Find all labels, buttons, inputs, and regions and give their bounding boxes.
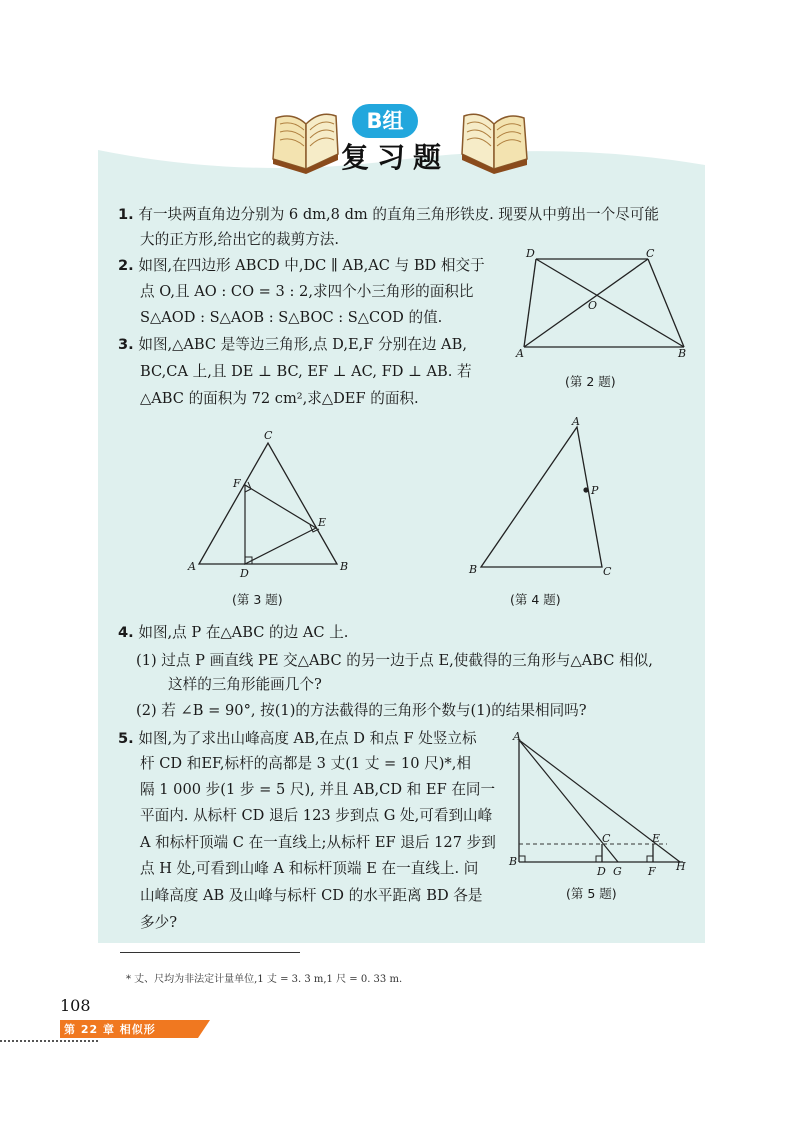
problem-number: 3. xyxy=(118,336,134,353)
page-number: 108 xyxy=(60,996,91,1015)
problem-text: 如图,点 P 在△ABC 的边 AC 上. xyxy=(138,624,349,641)
problem-text: 隔 1 000 步(1 步 = 5 尺), 并且 AB,CD 和 EF 在同一 xyxy=(140,781,496,798)
line-AD xyxy=(524,259,536,347)
group-badge: B组 xyxy=(352,104,418,138)
problem-number: 1. xyxy=(118,206,134,223)
figure-3 xyxy=(185,425,355,580)
label-A: A xyxy=(188,560,196,573)
label-H: H xyxy=(676,860,686,873)
problem-text: 这样的三角形能画几个? xyxy=(168,676,322,693)
triangle-ABC xyxy=(481,427,602,567)
problem-2 xyxy=(118,254,485,277)
problem-text: 平面内. 从标杆 CD 退后 123 步到点 G 处,可看到山峰 xyxy=(140,807,493,824)
line-BC xyxy=(648,259,684,347)
label-B: B xyxy=(509,855,518,868)
problem-text: 杆 CD 和EF,标杆的高都是 3 丈(1 丈 = 10 尺)*,相 xyxy=(140,755,471,772)
problem-text: △ABC 的面积为 72 cm²,求△DEF 的面积. xyxy=(140,390,419,407)
figure-2 xyxy=(512,245,697,365)
label-P: P xyxy=(591,484,599,497)
label-D: D xyxy=(526,247,535,260)
problem-text: 有一块两直角边分别为 6 dm,8 dm 的直角三角形铁皮. 现要从中剪出一个尽可能 xyxy=(138,206,659,223)
problem-text: (1) 过点 P 画直线 PE 交△ABC 的另一边于点 E,使截得的三角形与△ABC 相似, xyxy=(136,652,653,669)
problem-number: 4. xyxy=(118,624,134,641)
chapter-label: 第 22 章 相似形 xyxy=(64,1023,156,1036)
label-B: B xyxy=(678,347,687,360)
label-C: C xyxy=(602,832,611,845)
problem-number: 5. xyxy=(118,730,134,747)
problem-text: 多少? xyxy=(140,914,178,931)
problem-text: 山峰高度 AB 及山峰与标杆 CD 的水平距离 BD 各是 xyxy=(140,887,483,904)
label-F: F xyxy=(233,477,241,490)
label-F: F xyxy=(648,865,656,877)
label-E: E xyxy=(318,516,327,529)
problem-text: 点 O,且 AO : CO = 3 : 2,求四个小三角形的面积比 xyxy=(140,283,474,300)
triangle-ABC xyxy=(199,443,337,564)
right-angle-D xyxy=(596,856,602,862)
problem-number: 2. xyxy=(118,257,134,274)
problem-text: BC,CA 上,且 DE ⊥ BC, EF ⊥ AC, FD ⊥ AB. 若 xyxy=(140,363,472,380)
label-C: C xyxy=(603,565,612,578)
footnote-divider xyxy=(120,952,300,953)
problem-text: S△AOD : S△AOB : S△BOC : S△COD 的值. xyxy=(140,309,443,326)
label-A: A xyxy=(513,732,521,743)
figure-2-caption: (第 2 题) xyxy=(565,374,616,389)
problem-5 xyxy=(118,727,477,750)
dotted-rule xyxy=(0,1040,98,1044)
figure-3-caption: (第 3 题) xyxy=(232,592,283,607)
label-G: G xyxy=(613,865,622,877)
label-C: C xyxy=(646,247,655,260)
line-AC xyxy=(524,259,648,347)
problem-4 xyxy=(118,621,348,644)
label-O: O xyxy=(588,299,598,312)
right-angle-F xyxy=(647,856,653,862)
problem-1 xyxy=(118,203,659,226)
label-E: E xyxy=(652,832,661,845)
figure-4 xyxy=(465,415,625,580)
problem-text: 如图,在四边形 ABCD 中,DC ∥ AB,AC 与 BD 相交于 xyxy=(138,257,485,274)
label-D: D xyxy=(597,865,606,877)
problem-text: (2) 若 ∠B = 90°, 按(1)的方法截得的三角形个数与(1)的结果相同吗? xyxy=(136,702,587,719)
label-B: B xyxy=(340,560,349,573)
label-C: C xyxy=(264,429,273,442)
label-B: B xyxy=(469,563,478,576)
figure-5-caption: (第 5 题) xyxy=(566,886,617,901)
problem-text: 如图,为了求出山峰高度 AB,在点 D 和点 F 处竖立标 xyxy=(138,730,477,747)
footnote: * 丈、尺均为非法定计量单位,1 丈 = 3. 3̇ m,1 尺 = 0. 33̇ m. xyxy=(126,974,403,985)
label-A: A xyxy=(572,415,580,428)
label-A: A xyxy=(516,347,524,360)
figure-5 xyxy=(505,732,700,877)
line-BD xyxy=(536,259,684,347)
section-title: 复习题 xyxy=(340,141,449,174)
problem-text: A 和标杆顶端 C 在一直线上;从标杆 EF 退后 127 步到 xyxy=(140,834,496,851)
point-P xyxy=(583,487,588,492)
problem-text: 大的正方形,给出它的裁剪方法. xyxy=(140,231,339,248)
label-D: D xyxy=(240,567,249,580)
problem-text: 如图,△ABC 是等边三角形,点 D,E,F 分别在边 AB, xyxy=(138,336,467,353)
right-angle-B xyxy=(519,856,525,862)
open-book-icon xyxy=(457,104,532,174)
problem-text: 点 H 处,可看到山峰 A 和标杆顶端 E 在一直线上. 问 xyxy=(140,860,479,877)
triangle-DEF xyxy=(245,485,316,564)
open-book-icon xyxy=(268,104,343,174)
problem-3 xyxy=(118,333,467,356)
figure-4-caption: (第 4 题) xyxy=(510,592,561,607)
